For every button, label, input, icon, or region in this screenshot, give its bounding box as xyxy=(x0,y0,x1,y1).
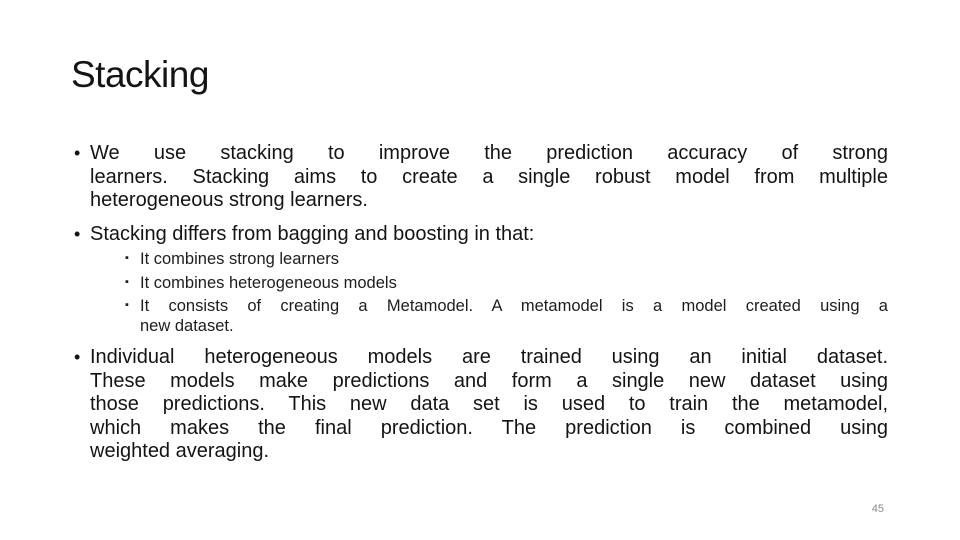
sub-bullet-icon: ▪ xyxy=(125,252,129,264)
sub-bullet-item-1 xyxy=(124,250,888,270)
sub-bullet-item-3 xyxy=(124,297,888,336)
bullet-item-1 xyxy=(72,142,888,213)
bullet-icon: • xyxy=(74,347,81,367)
bullet-3-line-1: Individual heterogeneous models are trained using an initial dataset. xyxy=(90,346,888,368)
sub-bullet-icon: ▪ xyxy=(125,299,129,311)
sub-bullet-list xyxy=(72,250,888,336)
slide-title: Stacking xyxy=(71,54,209,95)
bullet-item-2 xyxy=(72,223,888,247)
page-number: 45 xyxy=(871,503,884,515)
sub-bullet-icon: ▪ xyxy=(125,275,129,288)
bullet-2-text: Stacking differs from bagging and boosting in that: xyxy=(90,222,535,245)
bullet-1-line-3: heterogeneous strong learners. xyxy=(90,189,368,211)
bullet-3-line-2: These models make predictions and form a single new dataset using xyxy=(90,369,888,392)
bullet-1-line-1: We use stacking to improve the prediction accuracy of strong xyxy=(90,142,888,164)
sub-bullet-2-text: It combines heterogeneous models xyxy=(140,273,397,292)
bullet-3-line-3: those predictions. This new data set is used to train the metamodel, xyxy=(90,393,888,415)
sub-bullet-3-line-2: new dataset. xyxy=(140,316,234,335)
sub-bullet-1-text: It combines strong learners xyxy=(140,250,340,268)
bullet-3-line-5: weighted averaging. xyxy=(90,440,270,462)
bullet-list xyxy=(72,142,888,474)
sub-bullet-3-line-1: It consists of creating a Metamodel. A metamodel is a model created using a xyxy=(140,297,888,315)
sub-bullet-item-2 xyxy=(124,274,888,294)
bullet-item-3 xyxy=(72,346,888,464)
bullet-icon: • xyxy=(74,143,81,163)
bullet-icon: • xyxy=(74,223,81,244)
bullet-3-line-4: which makes the final prediction. The prediction is combined using xyxy=(90,416,888,439)
bullet-1-line-2: learners. Stacking aims to create a single robust model from multiple xyxy=(90,165,888,188)
